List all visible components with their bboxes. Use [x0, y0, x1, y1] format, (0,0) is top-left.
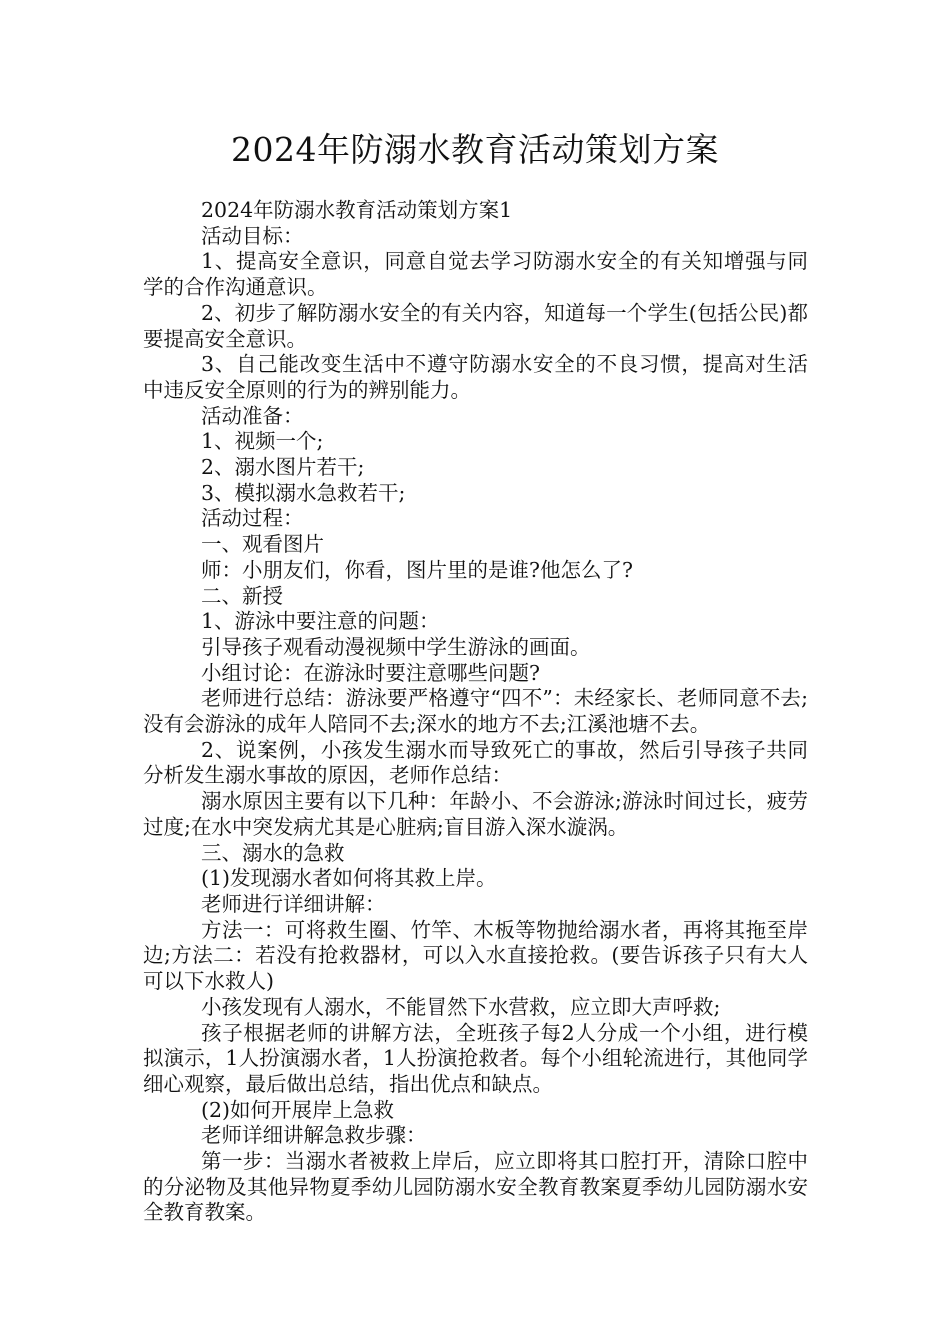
paragraph: 老师进行总结：游泳要严格遵守“四不”：未经家长、老师同意不去;没有会游泳的成年人陪同不去;深水的地方不去;江溪池塘不去。: [143, 686, 808, 737]
paragraph: 2、溺水图片若干;: [201, 455, 365, 480]
paragraph: 3、模拟溺水急救若干;: [201, 480, 406, 505]
paragraph: 1、提高安全意识，同意自觉去学习防溺水安全的有关知增强与同学的合作沟通意识。: [143, 249, 808, 300]
paragraph: 三、溺水的急救: [201, 840, 345, 865]
paragraph: 3、自己能改变生活中不遵守防溺水安全的不良习惯，提高对生活中违反安全原则的行为的辨别能力。: [143, 352, 808, 402]
paragraph: 方法一：可将救生圈、竹竿、木板等物抛给溺水者，再将其拖至岸边;方法二：若没有抢救器材，可以入水直接抢救。(要告诉孩子只有大人可以下水救人): [143, 917, 808, 994]
paragraph: 引导孩子观看动漫视频中学生游泳的画面。: [201, 634, 591, 659]
paragraph: 1、游泳中要注意的问题：: [201, 609, 440, 634]
paragraph: (1)发现溺水者如何将其救上岸。: [201, 866, 497, 891]
paragraph: 一、观看图片: [201, 532, 324, 557]
paragraph: (2)如何开展岸上急救: [201, 1097, 395, 1122]
paragraph: 小孩发现有人溺水，不能冒然下水营救，应立即大声呼救;: [201, 994, 721, 1019]
paragraph: 孩子根据老师的讲解方法，全班孩子每2人分成一个小组，进行模拟演示，1人扮演溺水者，1人扮演抢救者。每个小组轮流进行，其他同学细心观察，最后做出总结，指出优点和缺点。: [143, 1020, 808, 1096]
document-body: [143, 198, 808, 1226]
paragraph: 老师进行详细讲解：: [201, 891, 386, 916]
paragraph: 2024年防溺水教育活动策划方案1: [201, 198, 513, 222]
paragraph: 活动准备：: [201, 403, 304, 428]
document-title: 2024年防溺水教育活动策划方案: [231, 130, 719, 169]
paragraph: 活动目标：: [201, 223, 304, 248]
paragraph: 溺水原因主要有以下几种：年龄小、不会游泳;游泳时间过长，疲劳过度;在水中突发病尤其是心脏病;盲目游入深水漩涡。: [143, 789, 808, 839]
paragraph: 第一步：当溺水者被救上岸后，应立即将其口腔打开，清除口腔中的分泌物及其他异物夏季幼儿园防溺水安全教育教案夏季幼儿园防溺水安全教育教案。: [143, 1149, 808, 1225]
paragraph: 1、视频一个;: [201, 429, 324, 454]
paragraph: 活动过程：: [201, 506, 304, 531]
paragraph: 老师详细讲解急救步骤：: [201, 1123, 427, 1148]
paragraph: 二、新授: [201, 583, 283, 608]
paragraph: 师：小朋友们，你看，图片里的是谁?他怎么了?: [201, 557, 633, 582]
paragraph: 2、初步了解防溺水安全的有关内容，知道每一个学生(包括公民)都要提高安全意识。: [143, 300, 808, 351]
paragraph: 小组讨论：在游泳时要注意哪些问题?: [201, 660, 540, 685]
paragraph: 2、说案例，小孩发生溺水而导致死亡的事故，然后引导孩子共同分析发生溺水事故的原因，老师作总结：: [143, 737, 808, 788]
